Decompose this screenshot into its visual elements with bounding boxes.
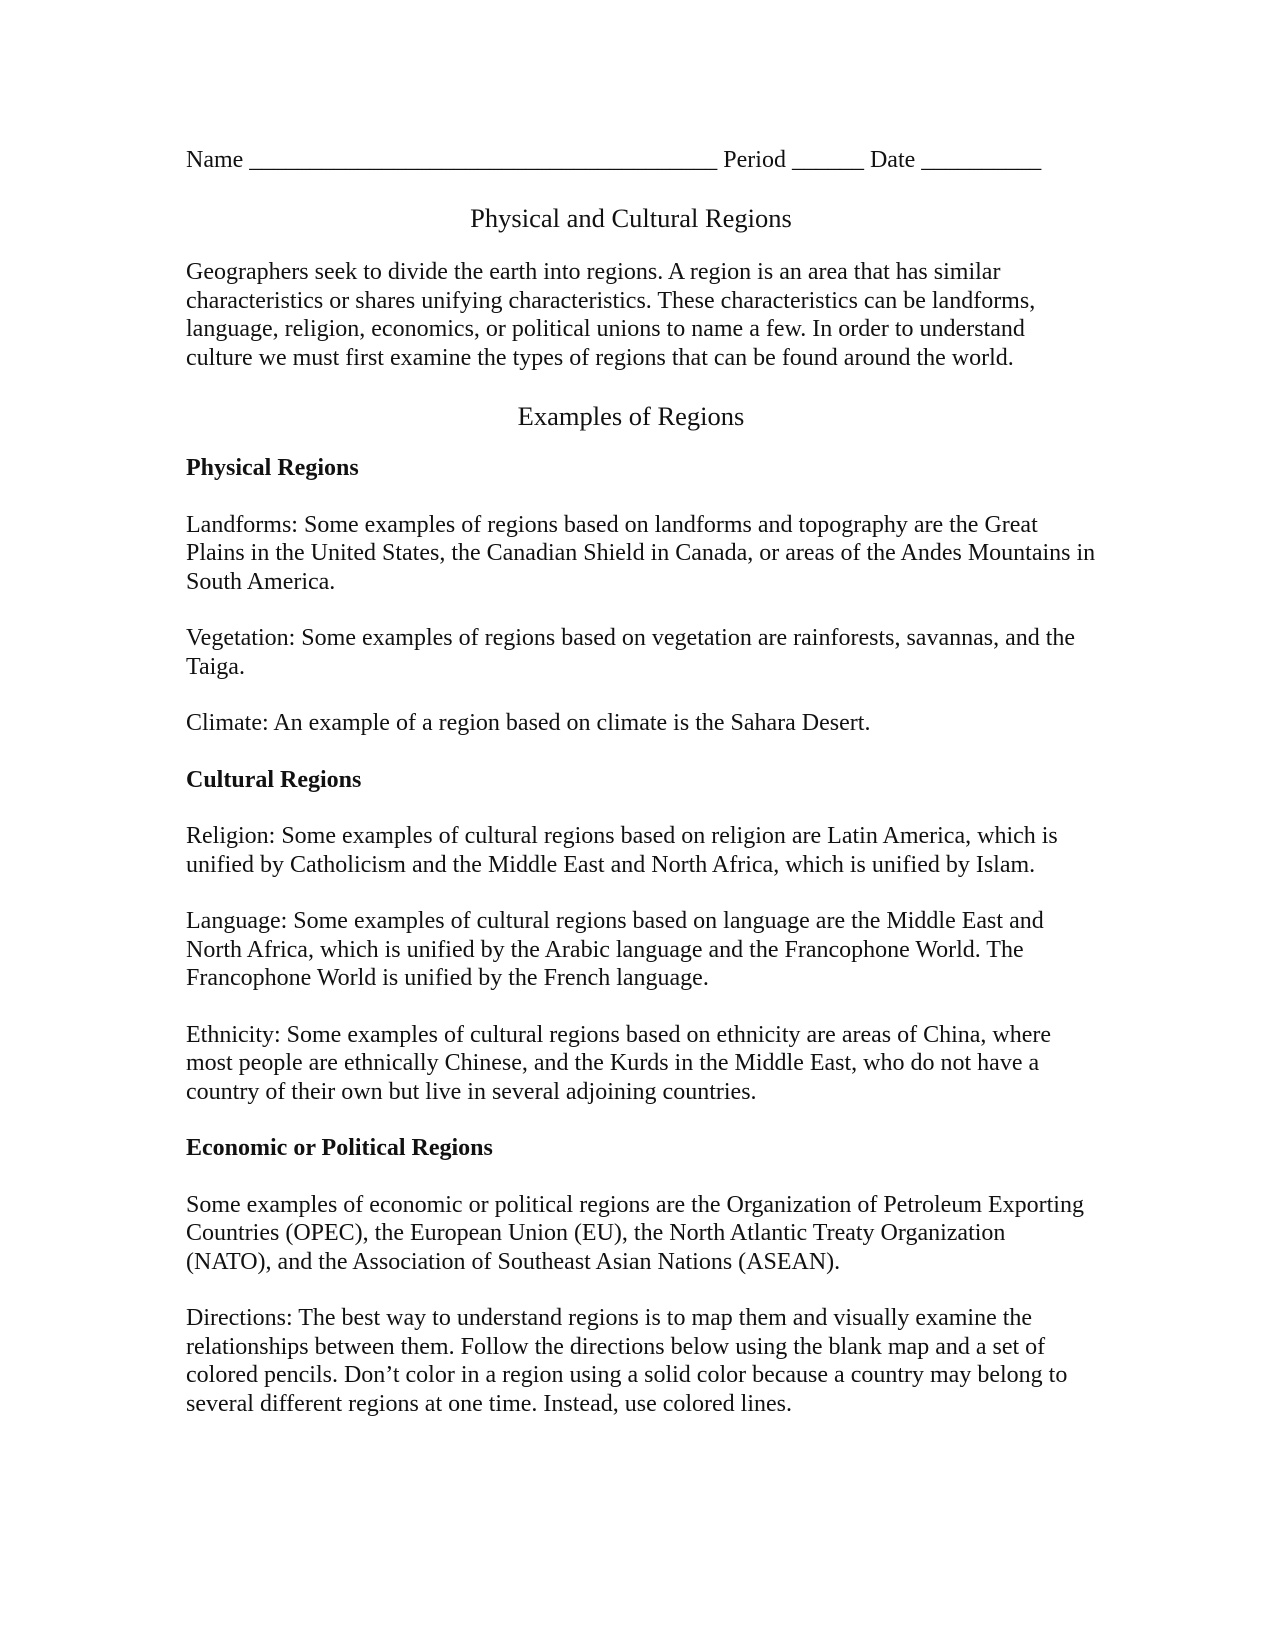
cultural-regions-heading: Cultural Regions: [186, 766, 362, 793]
page-title: Physical and Cultural Regions: [470, 203, 792, 233]
economic-paragraph: Some examples of economic or political regions are the Organization of Petroleum Exporting Countries (OPEC), the European Union (EU), the North Atlantic Treaty Organization (NATO), and the Association of Southeast Asian Nations (ASEAN).: [186, 1191, 1084, 1275]
ethnicity-paragraph: Ethnicity: Some examples of cultural regions based on ethnicity are areas of China, where most people are ethnically Chinese, and the Kurds in the Middle East, who do not have a country of their own but live in several adjoining countries.: [186, 1021, 1052, 1105]
landforms-paragraph: Landforms: Some examples of regions based on landforms and topography are the Great Plains in the United States, the Canadian Shield in Canada, or areas of the Andes Mountains in South America.: [186, 511, 1096, 595]
directions-paragraph: Directions: The best way to understand regions is to map them and visually examine the relationships between them. Follow the directions below using the blank map and a set of colored pencils. Don’t color in a region using a solid color because a country may belong to several different regions at one time. Instead, use colored lines.: [186, 1305, 1068, 1417]
religion-paragraph: Religion: Some examples of cultural regions based on religion are Latin America, which is unified by Catholicism and the Middle East and North Africa, which is unified by Islam.: [186, 823, 1058, 878]
climate-paragraph: Climate: An example of a region based on climate is the Sahara Desert.: [186, 710, 871, 736]
intro-paragraph: Geographers seek to divide the earth into regions. A region is an area that has similar characteristics or shares unifying characteristics. These characteristics can be landforms, language, religion, economics, or political unions to name a few. In order to understand culture we must first examine the types of regions that can be found around the world.: [186, 259, 1036, 371]
vegetation-paragraph: Vegetation: Some examples of regions based on vegetation are rainforests, savannas, and the Taiga.: [186, 625, 1076, 680]
economic-political-heading: Economic or Political Regions: [186, 1135, 493, 1161]
language-paragraph: Language: Some examples of cultural regions based on language are the Middle East and North Africa, which is unified by the Arabic language and the Francophone World. The Francophone World is unified by the French language.: [186, 908, 1044, 991]
physical-regions-heading: Physical Regions: [186, 455, 359, 481]
name-period-date-line: Name _______________________________________ Period ______ Date __________: [186, 147, 1042, 173]
examples-title: Examples of Regions: [517, 401, 745, 431]
worksheet-page: [186, 146, 1096, 1446]
